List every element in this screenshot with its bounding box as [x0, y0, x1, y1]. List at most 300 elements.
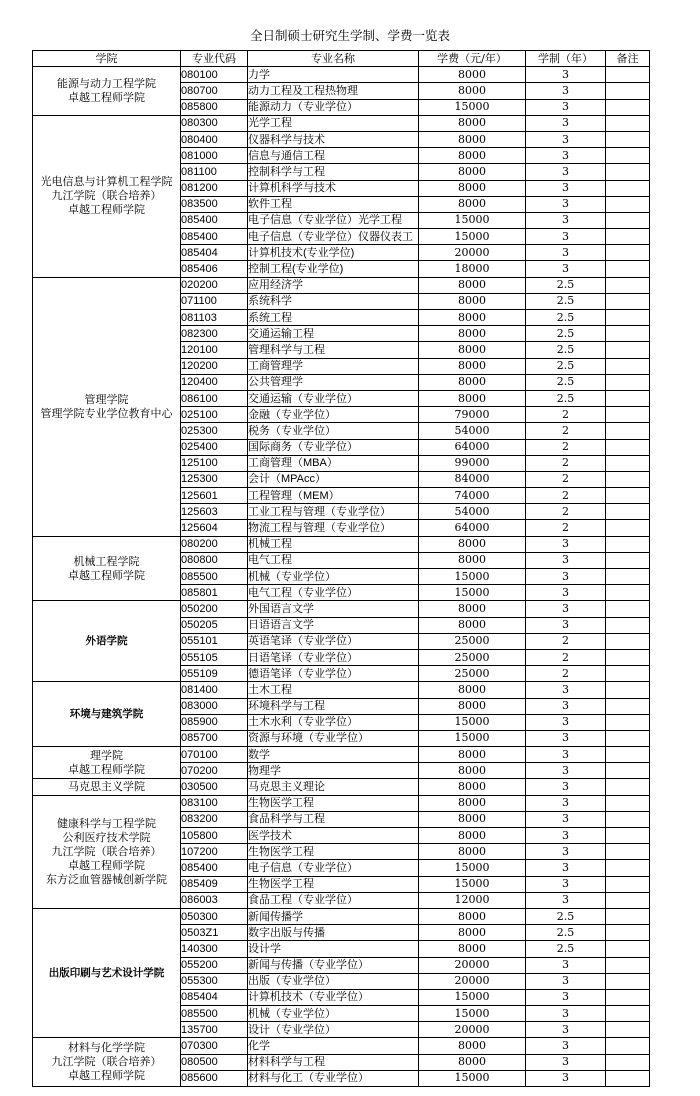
fee-cell: 15000 — [419, 585, 526, 601]
college-name-line: 管理学院专业学位教育中心 — [40, 406, 173, 420]
code-cell: 085600 — [181, 1070, 248, 1086]
code-cell: 080300 — [181, 115, 248, 131]
college-name-line: 理学院 — [90, 748, 123, 762]
note-cell — [606, 423, 650, 439]
code-cell: 120400 — [181, 374, 248, 390]
code-cell: 070200 — [181, 763, 248, 779]
table-row — [33, 1038, 650, 1054]
header-name: 专业名称 — [248, 51, 419, 67]
major-name-cell: 新闻与传播（专业学位） — [248, 957, 419, 973]
major-name-cell: 物理学 — [248, 763, 419, 779]
major-name-cell: 化学 — [248, 1038, 419, 1054]
fee-cell: 8000 — [419, 698, 526, 714]
college-name-line: 九江学院（联合培养） — [51, 189, 162, 203]
years-cell: 2 — [526, 504, 606, 520]
note-cell — [606, 601, 650, 617]
fee-cell: 8000 — [419, 844, 526, 860]
college-name-line: 卓越工程师学院 — [68, 90, 145, 104]
code-cell: 085406 — [181, 261, 248, 277]
fee-cell: 15000 — [419, 989, 526, 1005]
years-cell: 3 — [526, 860, 606, 876]
code-cell: 020200 — [181, 277, 248, 293]
fee-cell: 8000 — [419, 617, 526, 633]
note-cell — [606, 310, 650, 326]
fee-cell: 8000 — [419, 908, 526, 924]
note-cell — [606, 957, 650, 973]
major-name-cell: 设计学 — [248, 941, 419, 957]
code-cell: 080400 — [181, 131, 248, 147]
fee-cell: 25000 — [419, 633, 526, 649]
years-cell: 2 — [526, 407, 606, 423]
code-cell: 086003 — [181, 892, 248, 908]
note-cell — [606, 520, 650, 536]
code-cell: 025400 — [181, 439, 248, 455]
code-cell: 083100 — [181, 795, 248, 811]
years-cell: 3 — [526, 83, 606, 99]
major-name-cell: 电子信息（专业学位）仪器仪表工 — [248, 229, 419, 245]
college-cell — [33, 601, 181, 682]
years-cell: 3 — [526, 536, 606, 552]
table-row — [33, 908, 650, 924]
fee-cell: 20000 — [419, 245, 526, 261]
code-cell: 081100 — [181, 164, 248, 180]
header-years: 学制（年） — [526, 51, 606, 67]
code-cell: 083500 — [181, 196, 248, 212]
note-cell — [606, 407, 650, 423]
major-name-cell: 工业工程与管理（专业学位） — [248, 504, 419, 520]
major-name-cell: 控制科学与工程 — [248, 164, 419, 180]
major-name-cell: 机械工程 — [248, 536, 419, 552]
years-cell: 3 — [526, 747, 606, 763]
major-name-cell: 交通运输工程 — [248, 326, 419, 342]
fee-cell: 20000 — [419, 973, 526, 989]
years-cell: 3 — [526, 844, 606, 860]
years-cell: 2 — [526, 455, 606, 471]
note-cell — [606, 569, 650, 585]
fee-cell: 84000 — [419, 471, 526, 487]
college-cell — [33, 115, 181, 277]
note-cell — [606, 212, 650, 228]
note-cell — [606, 860, 650, 876]
note-cell — [606, 83, 650, 99]
major-name-cell: 计算机技术(专业学位) — [248, 245, 419, 261]
major-name-cell: 交通运输（专业学位） — [248, 390, 419, 406]
note-cell — [606, 682, 650, 698]
fee-cell: 15000 — [419, 569, 526, 585]
college-cell — [33, 747, 181, 779]
code-cell: 025300 — [181, 423, 248, 439]
note-cell — [606, 714, 650, 730]
header-fee: 学费（元/年） — [419, 51, 526, 67]
years-cell: 3 — [526, 1054, 606, 1070]
note-cell — [606, 277, 650, 293]
college-name-line: 东方泛血管器械创新学院 — [46, 872, 167, 886]
years-cell: 3 — [526, 99, 606, 115]
major-name-cell: 数字出版与传播 — [248, 925, 419, 941]
major-name-cell: 食品科学与工程 — [248, 811, 419, 827]
major-name-cell: 仪器科学与技术 — [248, 131, 419, 147]
code-cell: 085801 — [181, 585, 248, 601]
college-cell — [33, 536, 181, 601]
college-name-line: 管理学院 — [84, 392, 129, 406]
code-cell: 105800 — [181, 828, 248, 844]
table-row — [33, 115, 650, 131]
major-name-cell: 力学 — [248, 67, 419, 83]
note-cell — [606, 666, 650, 682]
table-header-row — [33, 51, 650, 67]
note-cell — [606, 99, 650, 115]
years-cell: 3 — [526, 892, 606, 908]
years-cell: 3 — [526, 148, 606, 164]
note-cell — [606, 115, 650, 131]
code-cell: 050205 — [181, 617, 248, 633]
years-cell: 2.5 — [526, 390, 606, 406]
fee-cell: 8000 — [419, 601, 526, 617]
code-cell: 135700 — [181, 1022, 248, 1038]
major-name-cell: 材料科学与工程 — [248, 1054, 419, 1070]
code-cell: 080100 — [181, 67, 248, 83]
years-cell: 3 — [526, 714, 606, 730]
fee-cell: 8000 — [419, 358, 526, 374]
table-row — [33, 779, 650, 795]
code-cell: 085400 — [181, 212, 248, 228]
fee-cell: 8000 — [419, 342, 526, 358]
note-cell — [606, 828, 650, 844]
code-cell: 085800 — [181, 99, 248, 115]
fee-cell: 54000 — [419, 423, 526, 439]
fee-cell: 8000 — [419, 196, 526, 212]
major-name-cell: 管理科学与工程 — [248, 342, 419, 358]
years-cell: 3 — [526, 989, 606, 1005]
code-cell: 120200 — [181, 358, 248, 374]
major-name-cell: 动力工程及工程热物理 — [248, 83, 419, 99]
table-row — [33, 67, 650, 83]
code-cell: 055200 — [181, 957, 248, 973]
major-name-cell: 生物医学工程 — [248, 844, 419, 860]
code-cell: 083000 — [181, 698, 248, 714]
fee-cell: 8000 — [419, 941, 526, 957]
years-cell: 3 — [526, 698, 606, 714]
years-cell: 3 — [526, 957, 606, 973]
code-cell: 081400 — [181, 682, 248, 698]
fee-cell: 20000 — [419, 1022, 526, 1038]
college-cell — [33, 1038, 181, 1087]
years-cell: 3 — [526, 811, 606, 827]
code-cell: 081000 — [181, 148, 248, 164]
years-cell: 3 — [526, 131, 606, 147]
note-cell — [606, 67, 650, 83]
major-name-cell: 计算机技术（专业学位） — [248, 989, 419, 1005]
major-name-cell: 环境科学与工程 — [248, 698, 419, 714]
years-cell: 2.5 — [526, 293, 606, 309]
code-cell: 055105 — [181, 649, 248, 665]
major-name-cell: 会计（MPAcc） — [248, 471, 419, 487]
code-cell: 125601 — [181, 488, 248, 504]
major-name-cell: 资源与环境（专业学位） — [248, 730, 419, 746]
years-cell: 3 — [526, 115, 606, 131]
code-cell: 080500 — [181, 1054, 248, 1070]
years-cell: 3 — [526, 196, 606, 212]
major-name-cell: 日语笔译（专业学位） — [248, 649, 419, 665]
fee-cell: 8000 — [419, 293, 526, 309]
college-name-line: 卓越工程师学院 — [68, 858, 145, 872]
note-cell — [606, 779, 650, 795]
header-college: 学院 — [33, 51, 181, 67]
fee-cell: 8000 — [419, 67, 526, 83]
fee-cell: 25000 — [419, 666, 526, 682]
note-cell — [606, 342, 650, 358]
major-name-cell: 数学 — [248, 747, 419, 763]
major-name-cell: 外国语言文学 — [248, 601, 419, 617]
major-name-cell: 工商管理（MBA） — [248, 455, 419, 471]
years-cell: 2.5 — [526, 374, 606, 390]
fee-cell: 15000 — [419, 99, 526, 115]
note-cell — [606, 649, 650, 665]
years-cell: 2.5 — [526, 925, 606, 941]
fee-cell: 8000 — [419, 1054, 526, 1070]
major-name-cell: 控制工程(专业学位) — [248, 261, 419, 277]
fee-cell: 15000 — [419, 212, 526, 228]
note-cell — [606, 876, 650, 892]
major-name-cell: 医学技术 — [248, 828, 419, 844]
years-cell: 2 — [526, 666, 606, 682]
years-cell: 3 — [526, 795, 606, 811]
years-cell: 3 — [526, 212, 606, 228]
fee-cell: 8000 — [419, 148, 526, 164]
major-name-cell: 电子信息（专业学位）光学工程 — [248, 212, 419, 228]
years-cell: 3 — [526, 1070, 606, 1086]
fee-cell: 99000 — [419, 455, 526, 471]
table-row — [33, 277, 650, 293]
fee-cell: 64000 — [419, 520, 526, 536]
major-name-cell: 能源动力（专业学位） — [248, 99, 419, 115]
major-name-cell: 生物医学工程 — [248, 795, 419, 811]
college-name-line: 卓越工程师学院 — [68, 203, 145, 217]
code-cell: 083200 — [181, 811, 248, 827]
college-cell — [33, 779, 181, 795]
major-name-cell: 信息与通信工程 — [248, 148, 419, 164]
years-cell: 3 — [526, 876, 606, 892]
fee-cell: 15000 — [419, 714, 526, 730]
college-name-line: 光电信息与计算机工程学院 — [40, 175, 173, 189]
note-cell — [606, 229, 650, 245]
major-name-cell: 软件工程 — [248, 196, 419, 212]
fee-cell: 8000 — [419, 83, 526, 99]
note-cell — [606, 1038, 650, 1054]
major-name-cell: 电气工程（专业学位） — [248, 585, 419, 601]
major-name-cell: 食品工程（专业学位） — [248, 892, 419, 908]
fee-cell: 18000 — [419, 261, 526, 277]
fee-cell: 15000 — [419, 1070, 526, 1086]
years-cell: 2.5 — [526, 310, 606, 326]
code-cell: 086100 — [181, 390, 248, 406]
major-name-cell: 税务（专业学位） — [248, 423, 419, 439]
years-cell: 3 — [526, 763, 606, 779]
code-cell: 085900 — [181, 714, 248, 730]
code-cell: 070100 — [181, 747, 248, 763]
years-cell: 3 — [526, 1022, 606, 1038]
years-cell: 3 — [526, 682, 606, 698]
major-name-cell: 工商管理学 — [248, 358, 419, 374]
note-cell — [606, 989, 650, 1005]
note-cell — [606, 455, 650, 471]
major-name-cell: 机械（专业学位） — [248, 569, 419, 585]
code-cell: 050200 — [181, 601, 248, 617]
note-cell — [606, 763, 650, 779]
years-cell: 2 — [526, 649, 606, 665]
note-cell — [606, 811, 650, 827]
fee-cell: 25000 — [419, 649, 526, 665]
table-body — [33, 67, 650, 1087]
table-row — [33, 536, 650, 552]
college-name-line: 机械工程学院 — [73, 554, 140, 568]
code-cell: 080800 — [181, 552, 248, 568]
major-name-cell: 电气工程 — [248, 552, 419, 568]
fee-table — [32, 50, 650, 1087]
college-cell — [33, 908, 181, 1038]
note-cell — [606, 795, 650, 811]
fee-cell: 8000 — [419, 131, 526, 147]
years-cell: 2.5 — [526, 358, 606, 374]
code-cell: 030500 — [181, 779, 248, 795]
fee-cell: 8000 — [419, 115, 526, 131]
college-name-line: 卓越工程师学院 — [68, 568, 145, 582]
note-cell — [606, 908, 650, 924]
major-name-cell: 应用经济学 — [248, 277, 419, 293]
code-cell: 055300 — [181, 973, 248, 989]
years-cell: 3 — [526, 828, 606, 844]
years-cell: 3 — [526, 617, 606, 633]
fee-cell: 8000 — [419, 1038, 526, 1054]
note-cell — [606, 245, 650, 261]
fee-cell: 74000 — [419, 488, 526, 504]
major-name-cell: 材料与化工（专业学位） — [248, 1070, 419, 1086]
note-cell — [606, 358, 650, 374]
fee-cell: 15000 — [419, 876, 526, 892]
code-cell: 0503Z1 — [181, 925, 248, 941]
fee-cell: 8000 — [419, 326, 526, 342]
fee-cell: 15000 — [419, 860, 526, 876]
years-cell: 3 — [526, 245, 606, 261]
code-cell: 125603 — [181, 504, 248, 520]
table-row — [33, 682, 650, 698]
fee-cell: 8000 — [419, 925, 526, 941]
code-cell: 125300 — [181, 471, 248, 487]
major-name-cell: 德语笔译（专业学位） — [248, 666, 419, 682]
years-cell: 3 — [526, 585, 606, 601]
college-name-line: 健康科学与工程学院 — [57, 816, 156, 830]
college-cell — [33, 67, 181, 116]
note-cell — [606, 585, 650, 601]
fee-cell: 12000 — [419, 892, 526, 908]
college-name-line: 九江学院（联合培养） — [51, 1055, 162, 1069]
note-cell — [606, 844, 650, 860]
years-cell: 2.5 — [526, 277, 606, 293]
code-cell: 081103 — [181, 310, 248, 326]
major-name-cell: 金融（专业学位） — [248, 407, 419, 423]
table-row — [33, 747, 650, 763]
note-cell — [606, 196, 650, 212]
note-cell — [606, 892, 650, 908]
college-name-line: 九江学院（联合培养） — [51, 844, 162, 858]
years-cell: 3 — [526, 229, 606, 245]
college-name-line: 能源与动力工程学院 — [57, 76, 156, 90]
major-name-cell: 系统工程 — [248, 310, 419, 326]
years-cell: 2 — [526, 423, 606, 439]
years-cell: 3 — [526, 164, 606, 180]
college-name-line: 出版印刷与艺术设计学院 — [48, 967, 165, 980]
note-cell — [606, 730, 650, 746]
page-title: 全日制硕士研究生学制、学费一览表 — [249, 28, 450, 43]
years-cell: 3 — [526, 569, 606, 585]
note-cell — [606, 390, 650, 406]
years-cell: 3 — [526, 67, 606, 83]
fee-cell: 8000 — [419, 277, 526, 293]
fee-cell: 20000 — [419, 957, 526, 973]
years-cell: 3 — [526, 779, 606, 795]
header-note: 备注 — [606, 51, 650, 67]
years-cell: 3 — [526, 552, 606, 568]
fee-cell: 8000 — [419, 164, 526, 180]
fee-cell: 8000 — [419, 552, 526, 568]
college-name-line: 环境与建筑学院 — [69, 708, 144, 721]
note-cell — [606, 1022, 650, 1038]
code-cell: 125604 — [181, 520, 248, 536]
college-cell — [33, 682, 181, 747]
note-cell — [606, 617, 650, 633]
note-cell — [606, 633, 650, 649]
college-name-line: 马克思主义学院 — [68, 780, 145, 794]
college-name-line: 卓越工程师学院 — [68, 762, 145, 776]
code-cell: 050300 — [181, 908, 248, 924]
note-cell — [606, 148, 650, 164]
major-name-cell: 物流工程与管理（专业学位） — [248, 520, 419, 536]
code-cell: 025100 — [181, 407, 248, 423]
code-cell: 107200 — [181, 844, 248, 860]
years-cell: 3 — [526, 1038, 606, 1054]
fee-cell: 8000 — [419, 779, 526, 795]
fee-cell: 15000 — [419, 730, 526, 746]
note-cell — [606, 374, 650, 390]
years-cell: 3 — [526, 730, 606, 746]
code-cell: 085700 — [181, 730, 248, 746]
years-cell: 3 — [526, 261, 606, 277]
note-cell — [606, 471, 650, 487]
years-cell: 2.5 — [526, 326, 606, 342]
years-cell: 3 — [526, 180, 606, 196]
note-cell — [606, 698, 650, 714]
note-cell — [606, 131, 650, 147]
code-cell: 085500 — [181, 569, 248, 585]
years-cell: 2.5 — [526, 908, 606, 924]
fee-cell: 8000 — [419, 811, 526, 827]
college-name-line: 材料与化学学院 — [68, 1041, 145, 1055]
header-code: 专业代码 — [181, 51, 248, 67]
fee-cell: 54000 — [419, 504, 526, 520]
years-cell: 3 — [526, 601, 606, 617]
code-cell: 080200 — [181, 536, 248, 552]
major-name-cell: 生物医学工程 — [248, 876, 419, 892]
code-cell: 120100 — [181, 342, 248, 358]
note-cell — [606, 1006, 650, 1022]
code-cell: 085500 — [181, 1006, 248, 1022]
code-cell: 085404 — [181, 245, 248, 261]
code-cell: 055101 — [181, 633, 248, 649]
code-cell: 125100 — [181, 455, 248, 471]
note-cell — [606, 1070, 650, 1086]
college-name-line: 外语学院 — [85, 635, 128, 648]
note-cell — [606, 164, 650, 180]
